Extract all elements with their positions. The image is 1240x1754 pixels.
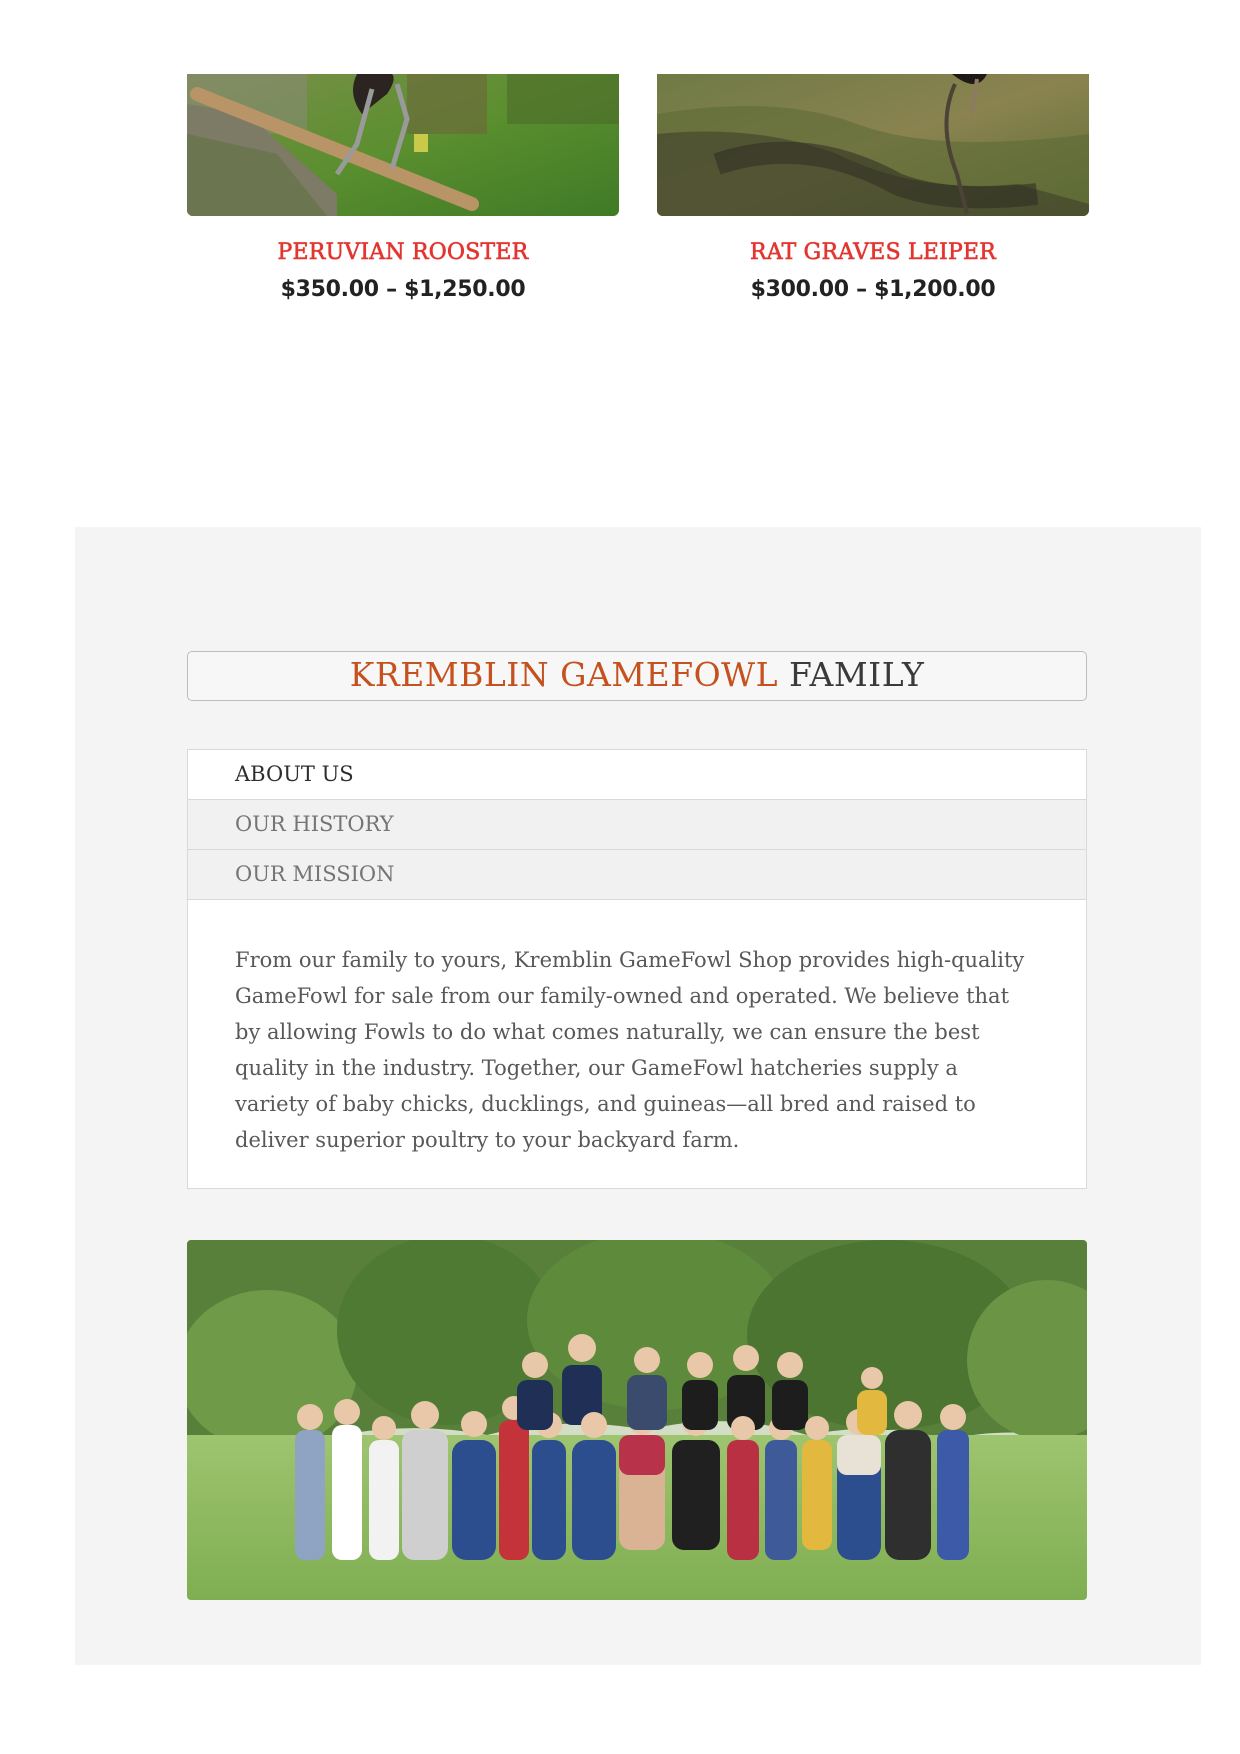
product-title[interactable]: PERUVIAN ROOSTER xyxy=(277,240,529,265)
product-title[interactable]: RAT GRAVES LEIPER xyxy=(749,240,997,265)
tab-our-mission[interactable]: OUR MISSION xyxy=(188,850,1086,900)
heading-accent: KREMBLIN GAMEFOWL xyxy=(349,655,779,694)
tab-about-us[interactable]: ABOUT US xyxy=(188,750,1086,800)
family-group-photo xyxy=(187,1240,1087,1600)
tab-content: From our family to yours, Kremblin GameFowl Shop provides high-quality GameFowl for sale from our family-owned and operated. We believe that by allowing Fowls to do what comes naturally, we can ensure the best quality in the industry. Together, our GameFowl hatcheries supply a variety of baby chicks, ducklings, and guineas—all bred and raised to deliver superior poultry to your backyard farm. xyxy=(235,948,1025,1152)
product-image-peruvian-rooster[interactable] xyxy=(187,74,619,216)
tab-our-history[interactable]: OUR HISTORY xyxy=(188,800,1086,850)
product-price: $300.00 – $1,200.00 xyxy=(750,277,996,302)
rooster-photo xyxy=(187,74,619,216)
product-card[interactable] xyxy=(657,74,1089,302)
product-price: $350.00 – $1,250.00 xyxy=(280,277,526,302)
family-photo xyxy=(187,1240,1087,1600)
product-image-rat-graves-leiper[interactable] xyxy=(657,74,1089,216)
tabs xyxy=(187,749,1087,1189)
product-card[interactable] xyxy=(187,74,619,302)
rooster-photo xyxy=(657,74,1089,216)
section-heading xyxy=(187,651,1087,701)
heading-plain: FAMILY xyxy=(789,655,925,694)
family-section xyxy=(75,527,1201,1665)
